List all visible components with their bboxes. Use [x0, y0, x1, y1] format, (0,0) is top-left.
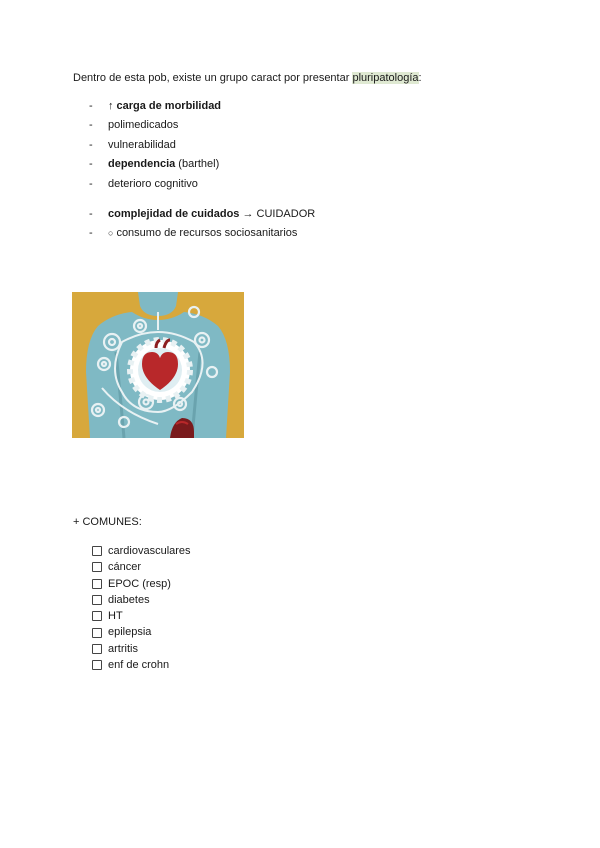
list-item: - ○ consumo de recursos sociosanitarios — [89, 227, 298, 240]
comunes-heading: + COMUNES: — [73, 516, 142, 528]
list-item: - polimedicados — [89, 119, 179, 132]
checklist-item: enf de crohn — [92, 657, 191, 673]
intro-colon: : — [418, 72, 422, 84]
checkbox[interactable] — [92, 579, 102, 589]
checklist-item: EPOC (resp) — [92, 576, 191, 592]
human-body-heart-gears-illustration — [72, 292, 244, 438]
checkbox[interactable] — [92, 660, 102, 670]
checklist-item: HT — [92, 608, 191, 624]
checkbox[interactable] — [92, 644, 102, 654]
highlighted-term: pluripatología — [352, 72, 419, 84]
checkbox[interactable] — [92, 628, 102, 638]
checklist-item: cáncer — [92, 559, 191, 575]
list-item: - complejidad de cuidados → CUIDADOR — [89, 208, 316, 220]
list-item: - deterioro cognitivo — [89, 177, 198, 190]
checklist-item: diabetes — [92, 592, 191, 608]
checkbox[interactable] — [92, 546, 102, 556]
arrow-up-icon: ↑ — [108, 100, 114, 112]
checklist-item: epilepsia — [92, 624, 191, 640]
conditions-checklist — [92, 543, 191, 673]
list-item: - dependencia (barthel) — [89, 158, 220, 171]
features-list — [89, 97, 221, 194]
intro-sentence — [73, 72, 422, 84]
checkbox[interactable] — [92, 562, 102, 572]
checkbox[interactable] — [92, 611, 102, 621]
checklist-item: artritis — [92, 641, 191, 657]
list-item: - ↑ carga de morbilidad — [89, 97, 221, 116]
checklist-item: cardiovasculares — [92, 543, 191, 559]
list-item: - vulnerabilidad — [89, 138, 176, 151]
features-list-2 — [89, 205, 315, 244]
checkbox[interactable] — [92, 595, 102, 605]
circle-icon: ○ — [108, 228, 114, 239]
intro-text: Dentro de esta pob, existe un grupo caract por presentar — [73, 72, 353, 84]
